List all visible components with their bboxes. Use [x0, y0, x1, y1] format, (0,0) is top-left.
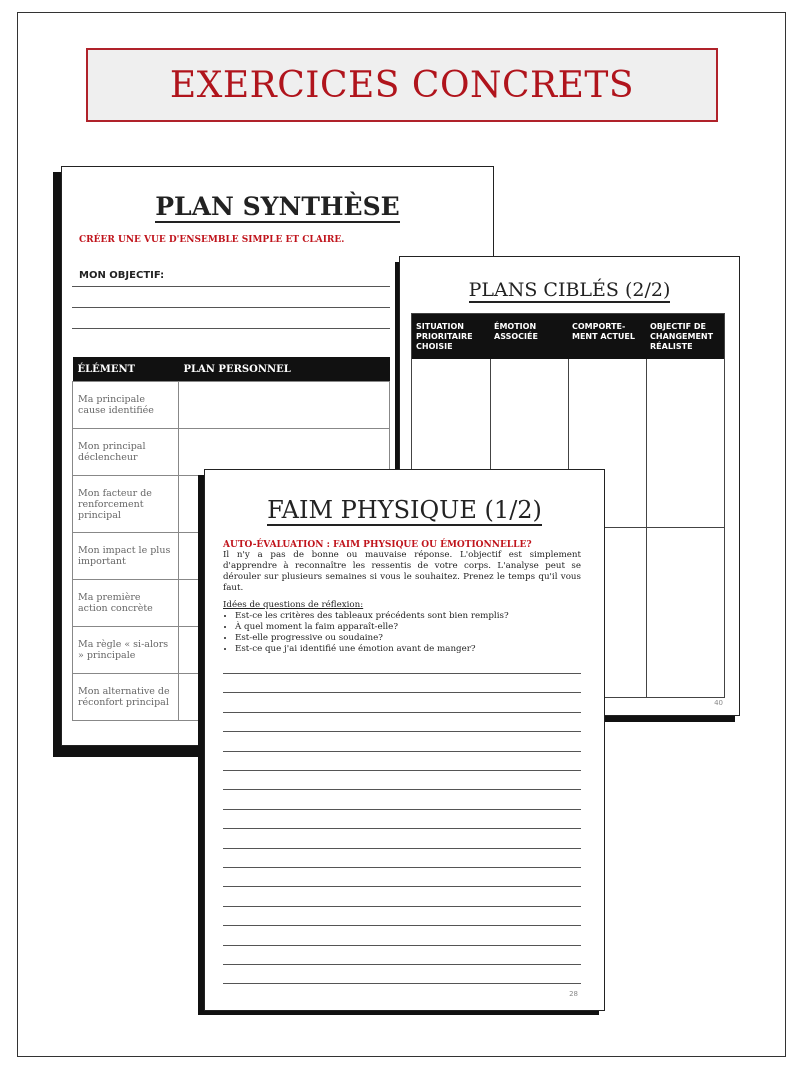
writing-line: [223, 770, 581, 771]
page1-title: PLAN SYNTHÈSE: [155, 192, 400, 221]
questions-title: Idées de questions de réflexion:: [223, 600, 364, 610]
grid-header-cell: COMPORTE-MENT ACTUEL: [572, 322, 635, 341]
grid-header-cell: SITUATION PRIORITAIRE CHOISIE: [416, 322, 473, 351]
list-item: • Est-elle progressive ou soudaine?: [235, 633, 575, 644]
writing-line: [223, 983, 581, 984]
writing-line: [223, 731, 581, 732]
table-cell: Ma règle « si-alors » principale: [73, 627, 179, 674]
page-number: 28: [569, 990, 578, 998]
page-title: EXERCICES CONCRETS: [169, 64, 635, 106]
page3-subtitle: AUTO-ÉVALUATION : FAIM PHYSIQUE OU ÉMOTIONNELLE?: [223, 540, 532, 550]
table-cell: Mon alternative de réconfort principal: [73, 674, 179, 721]
list-item: • Est-ce les critères des tableaux précédents sont bien remplis?: [235, 611, 575, 622]
grid-header-cell: ÉMOTION ASSOCIÉE: [494, 322, 538, 341]
table-cell: Mon facteur de renforcement principal: [73, 476, 179, 533]
table-header: ÉLÉMENT: [73, 357, 179, 382]
page2-title: PLANS CIBLÉS (2/2): [468, 279, 671, 301]
page-faim-physique: [204, 469, 605, 1011]
writing-line: [223, 712, 581, 713]
table-header: PLAN PERSONNEL: [179, 357, 390, 382]
questions-list: [223, 611, 575, 655]
writing-line: [223, 964, 581, 965]
writing-line: [223, 945, 581, 946]
writing-line: [223, 867, 581, 868]
writing-line: [223, 673, 581, 674]
writing-line: [223, 886, 581, 887]
table-cell: [179, 382, 390, 429]
title-banner: [86, 48, 718, 122]
writing-line: [223, 828, 581, 829]
objective-line: [72, 286, 390, 287]
writing-line: [223, 925, 581, 926]
objective-line: [72, 328, 390, 329]
table-cell: Mon principal déclencheur: [73, 429, 179, 476]
grid-divider: [646, 359, 647, 697]
table-cell: Ma principale cause identifiée: [73, 382, 179, 429]
list-item: • À quel moment la faim apparaît-elle?: [235, 622, 575, 633]
writing-line: [223, 809, 581, 810]
writing-line: [223, 789, 581, 790]
objective-label: MON OBJECTIF:: [79, 270, 165, 281]
table-row: [73, 382, 390, 429]
writing-line: [223, 906, 581, 907]
page-number: 40: [714, 699, 723, 707]
writing-line: [223, 848, 581, 849]
writing-line: [223, 751, 581, 752]
list-item: • Est-ce que j'ai identifié une émotion avant de manger?: [235, 644, 575, 655]
table-cell: Mon impact le plus important: [73, 533, 179, 580]
objective-line: [72, 307, 390, 308]
table-cell: Ma première action concrète: [73, 580, 179, 627]
page1-subtitle: CRÉER UNE VUE D'ENSEMBLE SIMPLE ET CLAIRE.: [79, 235, 345, 245]
writing-line: [223, 692, 581, 693]
intro-paragraph: Il n'y a pas de bonne ou mauvaise réponse. L'objectif est simplement d'apprendre à reconnaître les ressentis de votre corps. L'analyse peut se dérouler sur plusieurs semaines si vous le souhaitez. Prenez le temps qu'il vous faut.: [223, 550, 581, 593]
grid-header: [412, 314, 724, 359]
page3-title: FAIM PHYSIQUE (1/2): [267, 496, 542, 524]
grid-header-cell: OBJECTIF DE CHANGEMENT RÉALISTE: [650, 322, 714, 351]
